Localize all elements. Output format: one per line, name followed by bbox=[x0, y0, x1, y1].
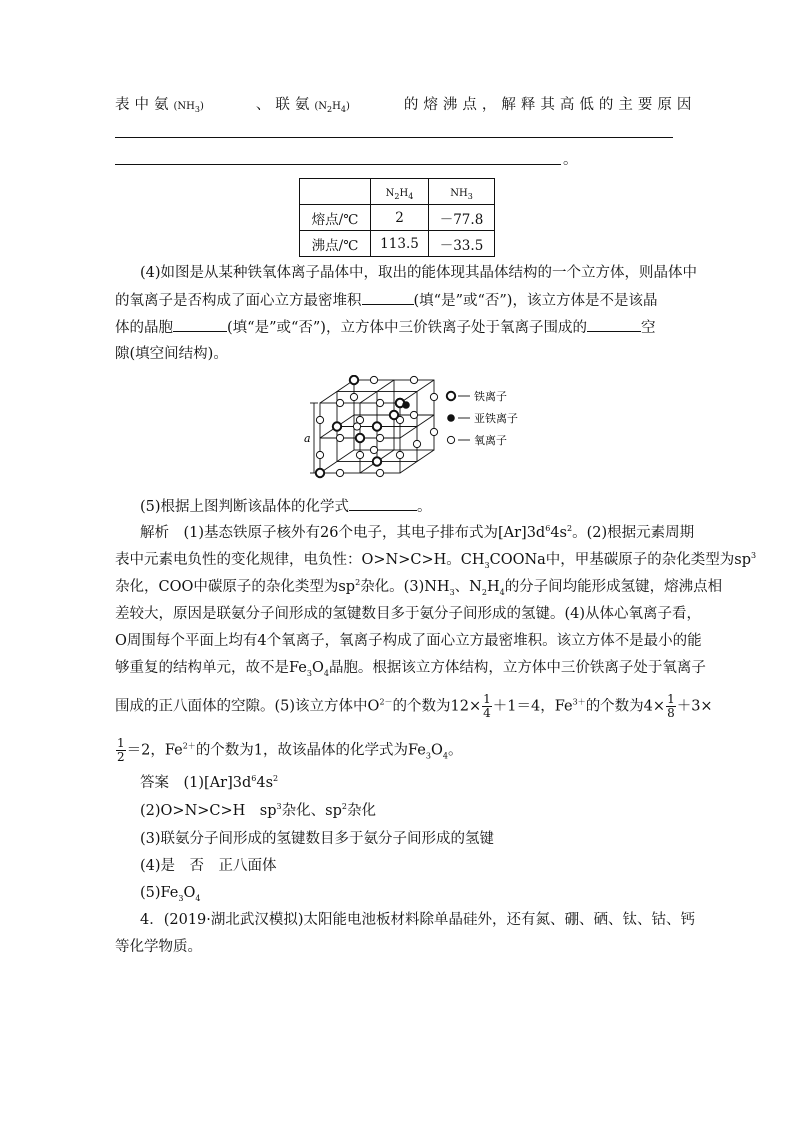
blank-fcc[interactable] bbox=[362, 290, 414, 305]
q-next-line-2: 等化学物质。 bbox=[115, 939, 202, 955]
answer-line-5: $(5)Fe_3O_4$ bbox=[140, 885, 201, 903]
legend-fe2-icon bbox=[447, 414, 455, 422]
table-row: 熔点/℃ 2 －77.8 bbox=[300, 205, 495, 231]
analysis-title: 解析 bbox=[140, 525, 169, 541]
iron2-ions bbox=[402, 401, 410, 409]
analysis-line-3: 杂化，COO中碳原子的杂化类型为$sp^2$杂化。$(3)NH_3$、$N_2H_4$的分子间均能形成氢键，熔沸点相 bbox=[115, 578, 723, 597]
analysis-line-5: O周围每个平面上均有4个氧离子，氧离子构成了面心立方最密堆积。该立方体不是最小的能 bbox=[115, 633, 702, 649]
table-row: 沸点/℃ 113.5 －33.5 bbox=[300, 231, 495, 257]
q4-line-2: 的氧离子是否构成了面心立方最密堆积 (填“是”或“否”)，该立方体是不是该晶 bbox=[115, 290, 657, 311]
legend-fe3-icon bbox=[447, 392, 455, 400]
col-header-nh3: $NH_3$ bbox=[429, 179, 495, 205]
q3-tail-line: 表中氨$(NH_3)$ 、联氨$(N_2H_4)$ 的熔沸点，解释其高低的主要原因 bbox=[115, 97, 697, 114]
blank-unit-cell[interactable] bbox=[173, 317, 227, 332]
q-next-line-1: 4．(2019·湖北武汉模拟)太阳能电池板材料除单晶硅外，还有氮、硼、硒、钛、钴、钙 bbox=[140, 912, 696, 928]
fraction: $\frac{1}{8}$ bbox=[667, 692, 675, 720]
legend-fe2-label: 亚铁离子 bbox=[474, 412, 518, 425]
answer-title: 答案 bbox=[140, 775, 169, 791]
analysis-line-6: 够重复的结构单元，故不是$Fe_3O_4$晶胞。根据该立方体结构，立方体中三价铁离子处于氧离子 bbox=[115, 660, 706, 678]
q4-line-4: 隙(填空间结构)。 bbox=[115, 346, 228, 362]
legend-fe3-label: 铁离子 bbox=[474, 390, 507, 403]
blank-void[interactable] bbox=[587, 317, 641, 332]
col-header-n2h4: $N_2H_4$ bbox=[371, 179, 429, 205]
q5-line: (5)根据上图判断该晶体的化学式 。 bbox=[140, 496, 432, 517]
answer-line-2: (2)O>N>C>H $sp^3$杂化、$sp^2$杂化 bbox=[140, 802, 376, 819]
end-mark: 。 bbox=[563, 152, 578, 168]
q4-line-3: 体的晶胞 (填“是”或“否”)，立方体中三价铁离子处于氧离子围成的 空 bbox=[115, 317, 655, 338]
answer-blank-line-2[interactable] bbox=[115, 164, 561, 165]
edge-length-label: a bbox=[304, 432, 311, 445]
crystal-structure-figure bbox=[300, 375, 540, 485]
legend-o-icon bbox=[447, 436, 454, 443]
answer-line-3: (3)联氨分子间形成的氢键数目多于氨分子间形成的氢键 bbox=[140, 831, 495, 847]
blank-formula[interactable] bbox=[349, 496, 417, 511]
analysis-line-1: 解析 (1)基态铁原子核外有26个电子，其电子排布式为$[Ar]3d^64s^2$。(2)根据元素周期 bbox=[140, 524, 695, 541]
q4-line-1: (4)如图是从某种铁氧体离子晶体中，取出的能体现其晶体结构的一个立方体，则晶体中 bbox=[140, 265, 698, 281]
answer-line-1: 答案 $(1)[Ar]3d^64s^2$ bbox=[140, 774, 279, 791]
analysis-line-2: 表中元素电负性的变化规律，电负性：O>N>C>H。$CH_3COONa$中，甲基碳原子的杂化类型为$sp^3$ bbox=[115, 551, 757, 570]
analysis-line-7: 围成的正八面体的空隙。(5)该立方体中$O^{2-}$的个数为12× $\frac{1}{4}$ ＋1＝4，$Fe^{3+}$的个数为4× $\frac{1}{8}$ ＋3× bbox=[115, 692, 713, 720]
answer-line-4: (4)是 否 正八面体 bbox=[140, 858, 277, 874]
analysis-line-8: $\frac{1}{2}$ ＝2，$Fe^{2+}$的个数为1，故该晶体的化学式为$Fe_3O_4$。 bbox=[117, 736, 463, 764]
legend-o-label: 氧离子 bbox=[474, 434, 507, 447]
fraction: $\frac{1}{4}$ bbox=[483, 692, 491, 720]
fraction: $\frac{1}{2}$ bbox=[117, 736, 125, 764]
analysis-line-4: 差较大，原因是联氨分子间形成的氢键数目多于氨分子间形成的氢键。(4)从体心氧离子看， bbox=[115, 606, 702, 622]
answer-blank-line-1[interactable] bbox=[115, 137, 673, 138]
melting-boiling-table bbox=[299, 178, 495, 257]
